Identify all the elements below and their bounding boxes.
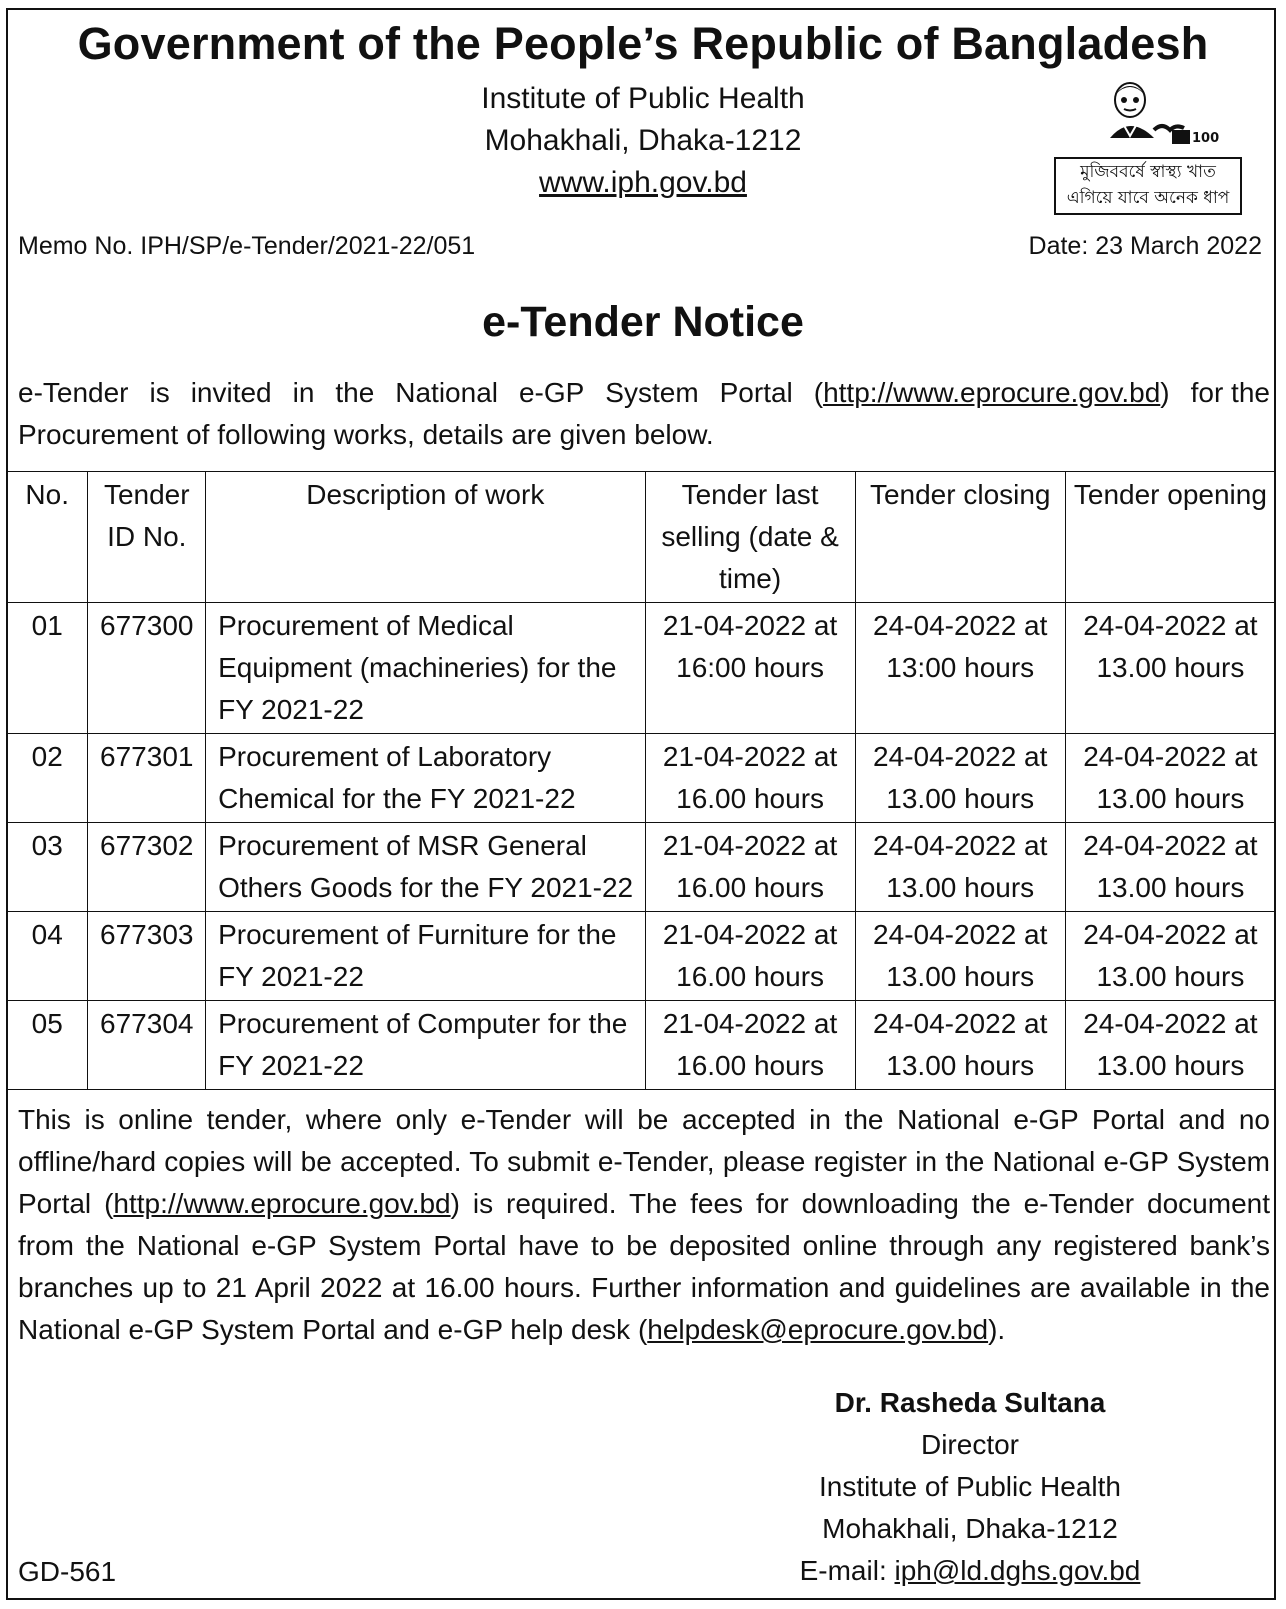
cell-last-selling: 21-04-2022 at 16:00 hours (645, 603, 855, 734)
header-address: Mohakhali, Dhaka-1212 (484, 124, 802, 157)
cell-closing: 24-04-2022 at 13.00 hours (855, 912, 1065, 1001)
cell-tender-id: 677300 (88, 603, 206, 734)
signatory-email-line: E-mail: iph@ld.dghs.gov.bd (799, 1555, 1141, 1586)
notice-title: e-Tender Notice (482, 298, 804, 346)
cell-no: 02 (7, 734, 88, 823)
cell-opening: 24-04-2022 at 13.00 hours (1065, 823, 1275, 912)
cell-description: Procurement of Laboratory Chemical for the FY 2021-22 (206, 734, 645, 823)
tender-table (6, 471, 1276, 1090)
col-header-no: No. (7, 472, 88, 603)
cell-opening: 24-04-2022 at 13.00 hours (1065, 734, 1275, 823)
slogan-line-1: মুজিববর্ষে স্বাস্থ্য খাত (1080, 162, 1216, 182)
header-institute: Institute of Public Health (481, 82, 805, 115)
portal-link-body[interactable]: http://www.eprocure.gov.bd (113, 1188, 451, 1219)
intro-paragraph (18, 372, 1270, 456)
col-header-description: Description of work (206, 472, 645, 603)
memo-number: Memo No. IPH/SP/e-Tender/2021-22/051 (18, 232, 476, 260)
cell-description: Procurement of Medical Equipment (machineries) for the FY 2021-22 (206, 603, 645, 734)
slogan-line-2: এগিয়ে যাবে অনেক ধাপ (1066, 188, 1230, 208)
table-row (7, 823, 1276, 912)
instructions-paragraph: This is online tender, where only e-Tender will be accepted in the National e-GP Portal and no offline/hard copies will be accepted. To submit e-Tender, please register in the National e-GP System Portal (http://www.eprocure.gov.bd) is required. The fees for downloading the e-Tender document from the National e-GP System Portal have to be deposited online through any registered bank’s branches up to 21 April 2022 at 16.00 hours. Further information and guidelines are available in the National e-GP System Portal and e-GP help desk (helpdesk@eprocure.gov.bd). (18, 1104, 1270, 1345)
signature-block (780, 1382, 1160, 1592)
signatory-institute: Institute of Public Health (819, 1471, 1121, 1502)
footer-code: GD-561 (18, 1556, 117, 1587)
col-header-last-selling: Tender last selling (date & time) (645, 472, 855, 603)
cell-opening: 24-04-2022 at 13.00 hours (1065, 1001, 1275, 1090)
table-header-row (7, 472, 1276, 603)
website-link[interactable]: www.iph.gov.bd (539, 166, 747, 199)
svg-text:100: 100 (1192, 131, 1220, 146)
cell-tender-id: 677303 (88, 912, 206, 1001)
cell-last-selling: 21-04-2022 at 16.00 hours (645, 912, 855, 1001)
cell-opening: 24-04-2022 at 13.00 hours (1065, 603, 1275, 734)
cell-no: 01 (7, 603, 88, 734)
cell-no: 03 (7, 823, 88, 912)
government-title: Government of the People’s Republic of Bangladesh (77, 18, 1209, 69)
cell-tender-id: 677302 (88, 823, 206, 912)
cell-last-selling: 21-04-2022 at 16.00 hours (645, 823, 855, 912)
cell-tender-id: 677304 (88, 1001, 206, 1090)
slogan-box (1054, 157, 1242, 215)
cell-opening: 24-04-2022 at 13.00 hours (1065, 912, 1275, 1001)
cell-closing: 24-04-2022 at 13.00 hours (855, 823, 1065, 912)
cell-closing: 24-04-2022 at 13.00 hours (855, 1001, 1065, 1090)
signatory-designation: Director (920, 1429, 1019, 1460)
intro-line-1: e-Tender is invited in the National e-GP System Portal (http://www.eprocure.gov.bd) for the (18, 377, 1270, 408)
table-row (7, 734, 1276, 823)
signatory-address: Mohakhali, Dhaka-1212 (822, 1513, 1118, 1544)
signatory-email-link[interactable]: iph@ld.dghs.gov.bd (894, 1555, 1141, 1586)
col-header-closing: Tender closing (855, 472, 1065, 603)
table-row (7, 603, 1276, 734)
cell-last-selling: 21-04-2022 at 16.00 hours (645, 1001, 855, 1090)
cell-no: 04 (7, 912, 88, 1001)
cell-description: Procurement of Computer for the FY 2021-22 (206, 1001, 645, 1090)
cell-last-selling: 21-04-2022 at 16.00 hours (645, 734, 855, 823)
cell-description: Procurement of Furniture for the FY 2021-22 (206, 912, 645, 1001)
cell-closing: 24-04-2022 at 13.00 hours (855, 734, 1065, 823)
helpdesk-email-link[interactable]: helpdesk@eprocure.gov.bd (647, 1314, 989, 1345)
portal-link[interactable]: http://www.eprocure.gov.bd (823, 377, 1161, 408)
col-header-opening: Tender opening (1065, 472, 1275, 603)
cell-description: Procurement of MSR General Others Goods for the FY 2021-22 (206, 823, 645, 912)
intro-line-2: Procurement of following works, details are given below. (18, 419, 714, 450)
table-row (7, 912, 1276, 1001)
mujib-100-logo (1092, 78, 1222, 158)
col-header-tender-id: Tender ID No. (88, 472, 206, 603)
cell-tender-id: 677301 (88, 734, 206, 823)
cell-no: 05 (7, 1001, 88, 1090)
signatory-name: Dr. Rasheda Sultana (834, 1387, 1106, 1418)
cell-closing: 24-04-2022 at 13:00 hours (855, 603, 1065, 734)
notice-date: Date: 23 March 2022 (1028, 232, 1262, 260)
table-row (7, 1001, 1276, 1090)
